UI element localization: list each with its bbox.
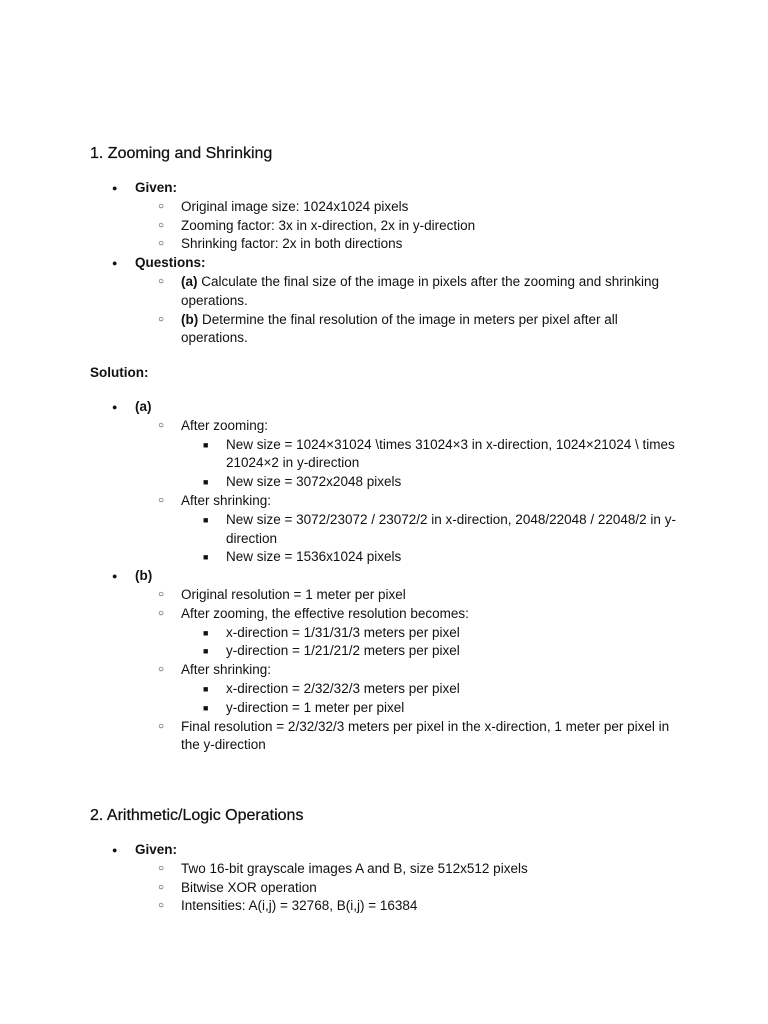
questions-bullet (0, 254, 768, 273)
given-item: ○ Two 16-bit grayscale images A and B, size 512x512 pixels (0, 860, 768, 879)
given-label: Given: (135, 842, 178, 857)
part-b-shrink-item: ■ x-direction = 2/32/32/3 meters per pixel (0, 680, 768, 699)
solution-list (0, 398, 768, 755)
part-a-shrink-label: ○ After shrinking: (0, 492, 768, 511)
section-2-given-list (0, 841, 768, 916)
section-2-heading: 2. Arithmetic/Logic Operations (90, 807, 304, 824)
given-bullet (0, 179, 768, 198)
part-b-label: (b) (135, 568, 153, 584)
part-b-shrink-label: ○ After shrinking: (0, 661, 768, 680)
part-b-original: ○ Original resolution = 1 meter per pixel (0, 586, 768, 605)
given-item: ○ Zooming factor: 3x in x-direction, 2x in y-direction (0, 217, 768, 236)
section-1-given-list (0, 179, 768, 348)
given-bullet (0, 841, 768, 860)
part-a-zoom-label: ○ After zooming: (0, 417, 768, 436)
part-a-shrink-item: ■ New size = 3072/23072 / 23072/2 in x-direction, 2048/22048 / 22048/2 in y-direction (0, 511, 768, 549)
part-a-shrink-item: ■ New size = 1536x1024 pixels (0, 548, 768, 567)
questions-label: Questions: (135, 255, 206, 271)
question-item-a (0, 273, 768, 311)
part-a-label: (a) (135, 399, 152, 414)
part-b-final: ○ Final resolution = 2/32/32/3 meters per pixel in the x-direction, 1 meter per pixel in the y-direction (0, 718, 768, 756)
part-b-shrink-item: ■ y-direction = 1 meter per pixel (0, 699, 768, 718)
part-b-zoom-item: ■ y-direction = 1/21/21/2 meters per pixel (0, 642, 768, 661)
part-b-bullet (0, 567, 768, 586)
given-item: ○ Shrinking factor: 2x in both directions (0, 235, 768, 254)
part-b-zoom-item: ■ x-direction = 1/31/31/3 meters per pixel (0, 624, 768, 643)
question-tag: (a) (181, 273, 198, 289)
question-tag: (b) (181, 311, 199, 327)
given-label: Given: (135, 180, 178, 195)
question-text: Calculate the final size of the image in pixels after the zooming and shrinking operations. (181, 273, 660, 308)
question-text: Determine the final resolution of the image in meters per pixel after all operations. (181, 311, 618, 346)
question-item-b (0, 311, 768, 349)
part-a-zoom-item: ■ New size = 3072x2048 pixels (0, 473, 768, 492)
part-a-zoom-item: ■ New size = 1024×31024 \times 31024×3 in x-direction, 1024×21024 \ times 21024×2 in y-direction (0, 436, 768, 474)
section-1-heading: 1. Zooming and Shrinking (90, 145, 273, 162)
solution-label: Solution: (90, 365, 149, 380)
part-b-zoom-label: ○ After zooming, the effective resolution becomes: (0, 605, 768, 624)
part-a-bullet (0, 398, 768, 417)
given-item: ○ Original image size: 1024x1024 pixels (0, 198, 768, 217)
given-item: ○ Bitwise XOR operation (0, 879, 768, 898)
given-item: ○ Intensities: A(i,j) = 32768, B(i,j) = 16384 (0, 897, 768, 916)
